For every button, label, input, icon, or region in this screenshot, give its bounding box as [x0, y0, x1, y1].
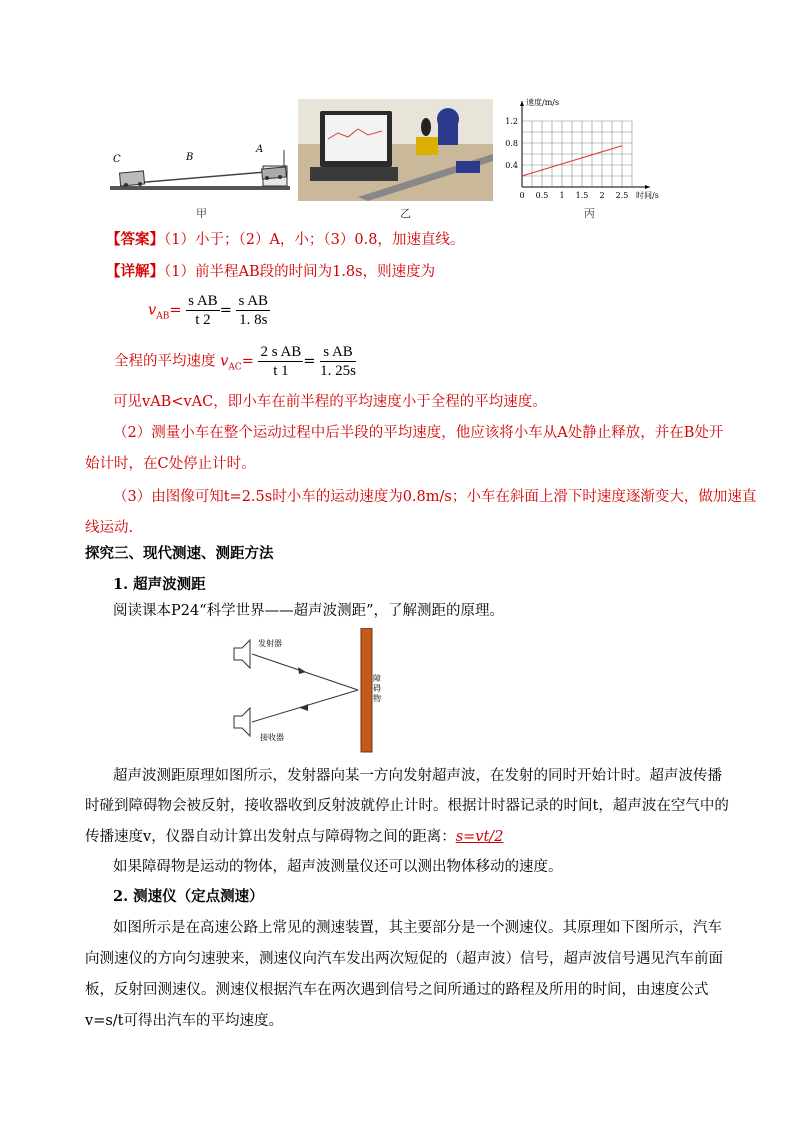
caption-jia: 甲 — [196, 207, 207, 220]
ultrasonic-p1a: 超声波测距原理如图所示，发射器向某一方向发射超声波，在发射的同时开始计时。超声波传播 — [113, 768, 722, 784]
f3-den: t 1 — [273, 363, 289, 379]
subheading-ultrasonic: 1. 超声波测距 — [113, 576, 206, 593]
distance-formula: s=vt/2 — [455, 829, 504, 845]
detail-p3a: （3）由图像可知t=2.5s时小车的运动速度为0.8m/s；小车在斜面上滑下时速度逐渐变大，做加速直 — [113, 489, 757, 505]
speed-q2: 向测速仪的方向匀速驶来，测速仪向汽车发出两次短促的（超声波）信号，超声波信号遇见汽车前面 — [85, 951, 723, 967]
emitter-label: 发射器 — [258, 639, 282, 648]
label-b: B — [186, 152, 194, 163]
speed-q4: v=s/t可得出汽车的平均速度。 — [85, 1013, 283, 1029]
vac-sub: AC — [228, 362, 242, 373]
f4-num: s AB — [320, 343, 356, 362]
x-tick-label: 2 — [599, 191, 605, 200]
detail-tag: 【详解】 — [106, 263, 164, 280]
x-tick-label: 2.5 — [615, 191, 629, 200]
answer-text: （1）小于；（2）A，小；（3）0.8，加速直线。 — [164, 232, 465, 248]
speed-q3: 板，反射回测速仪。测速仪根据汽车在两次遇到信号之间所通过的路程及所用的时间，由速度公式 — [85, 982, 709, 998]
f4-den: 1. 25s — [320, 363, 356, 379]
fraction-1 — [186, 292, 220, 329]
y-tick-label: 0.8 — [505, 139, 518, 148]
vab-sub: AB — [156, 311, 170, 322]
eq1: = — [169, 302, 182, 319]
x-tick-label: 1 — [559, 191, 565, 200]
y-tick-label: 0.4 — [505, 161, 518, 170]
fraction-4 — [320, 343, 356, 380]
label-a: A — [256, 144, 264, 155]
obstacle-label: 障碍物 — [373, 674, 381, 703]
answer-tag: 【答案】 — [106, 231, 164, 248]
ultrasonic-p2: 如果障碍物是运动的物体，超声波测量仪还可以测出物体移动的速度。 — [113, 859, 563, 875]
receiver-label: 接收器 — [260, 733, 284, 742]
compare-text: 可见vAB<vAC，即小车在前半程的平均速度小于全程的平均速度。 — [113, 394, 547, 410]
detail-p2a: （2）测量小车在整个运动过程中后半段的平均速度，他应该将小车从A处静止释放，并在B处开 — [113, 425, 724, 441]
figure-bing — [500, 95, 680, 205]
section3-heading: 探究三、现代测速、测距方法 — [85, 545, 274, 562]
fraction-2 — [236, 292, 270, 329]
fraction-3 — [258, 343, 303, 380]
ultrasonic-p1c — [85, 827, 503, 847]
vab-formula — [148, 292, 270, 329]
p1c-text: 传播速度v，仪器自动计算出发射点与障碍物之间的距离： — [85, 829, 456, 845]
incline-diagram — [108, 140, 293, 210]
avg-text: 全程的平均速度 — [114, 353, 221, 370]
x-axis-label: 时间/s — [636, 191, 659, 200]
ultrasonic-p1b: 时碰到障碍物会被反射，接收器收到反射波就停止计时。根据计时器记录的时间t，超声波在空气中的 — [85, 798, 729, 814]
x-tick-label: 0.5 — [535, 191, 549, 200]
speed-q1: 如图所示是在高速公路上常见的测速装置，其主要部分是一个测速仪。其原理如下图所示，汽车 — [113, 920, 722, 936]
x-arrow — [645, 185, 650, 189]
label-c: C — [113, 154, 121, 165]
subheading-speedometer: 2. 测速仪（定点测速） — [113, 888, 264, 905]
detail-p3b: 线运动. — [85, 520, 134, 536]
f2-den: 1. 8s — [239, 312, 268, 328]
y-tick-label: 1.2 — [505, 117, 518, 126]
detail-p2b: 始计时，在C处停止计时。 — [85, 456, 256, 472]
vac-symbol: v — [220, 353, 229, 370]
f1-num: s AB — [188, 293, 218, 309]
read-text: 阅读课本P24“科学世界——超声波测距”，了解测距的原理。 — [113, 603, 505, 619]
figure-yi — [298, 99, 493, 201]
vac-formula — [114, 343, 356, 380]
f1-den: t 2 — [195, 312, 211, 328]
velocity-time-chart — [500, 95, 680, 205]
eq4: = — [303, 353, 316, 370]
eq3: = — [241, 353, 254, 370]
detail-line1 — [106, 262, 435, 282]
eq2: = — [219, 302, 232, 319]
f2-num: s AB — [238, 293, 269, 309]
y-arrow — [520, 101, 524, 106]
vab-symbol: v — [148, 302, 157, 319]
f3-num: 2 s AB — [260, 344, 302, 360]
x-tick-label: 1.5 — [575, 191, 589, 200]
answer-line — [106, 230, 464, 250]
detail-text: （1）前半程AB段的时间为1.8s，则速度为 — [164, 264, 436, 280]
caption-bing: 丙 — [584, 207, 595, 220]
caption-yi: 乙 — [400, 207, 411, 220]
ultrasonic-diagram — [228, 628, 388, 753]
lab-photo — [298, 99, 493, 201]
x-tick-label: 0 — [519, 191, 525, 200]
y-axis-label: 速度/m/s — [526, 98, 560, 107]
figure-jia — [108, 140, 293, 210]
